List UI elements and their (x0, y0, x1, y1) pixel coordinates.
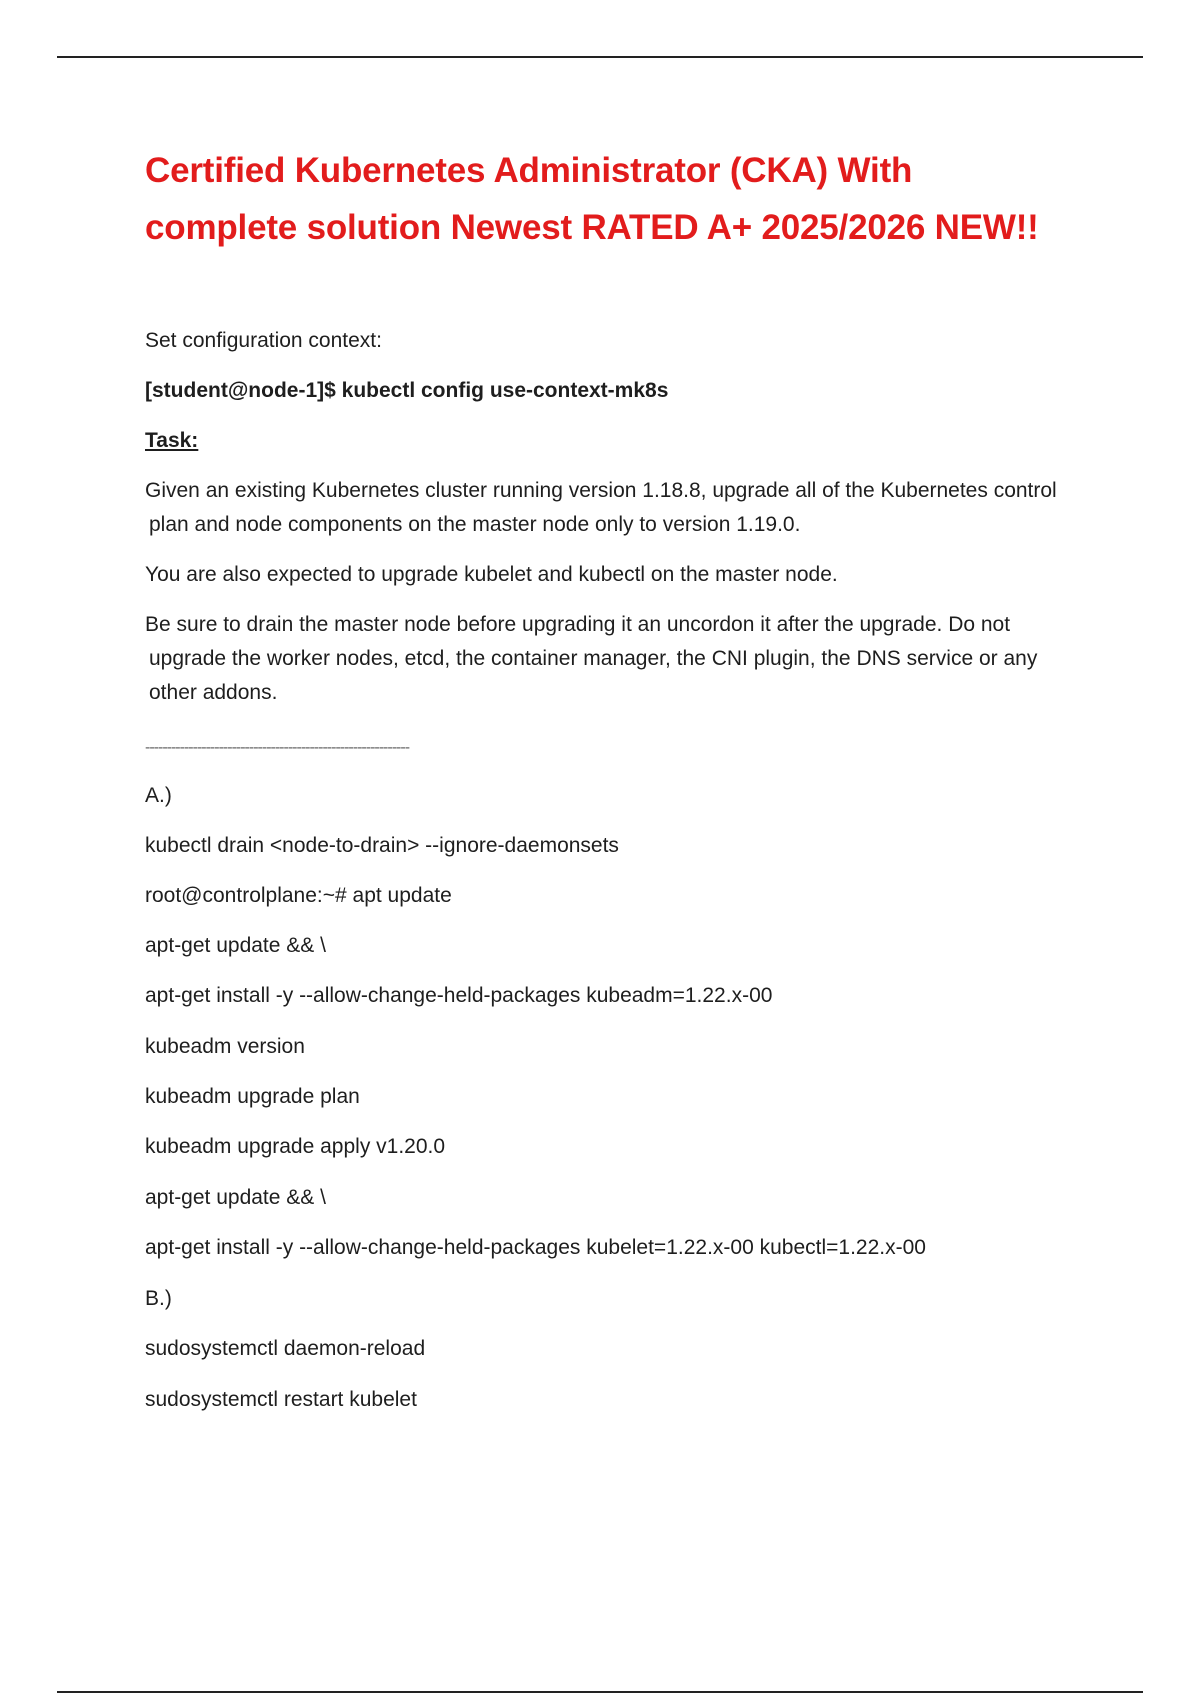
context-command: [student@node-1]$ kubectl config use-context-mk8s (145, 379, 669, 402)
option-a-label: A.) (145, 784, 172, 807)
command-line-8: apt-get update && \ (145, 1186, 326, 1209)
task-paragraph-3-line-3: other addons. (149, 681, 278, 704)
task-paragraph-1-line-2: plan and node components on the master node only to version 1.19.0. (149, 513, 801, 536)
top-rule (57, 56, 1143, 58)
document-title (145, 142, 1125, 256)
task-paragraph-1-line-1: Given an existing Kubernetes cluster running version 1.18.8, upgrade all of the Kubernetes control (145, 479, 1057, 502)
title-line-1: Certified Kubernetes Administrator (CKA) With (145, 151, 913, 190)
command-line-10: sudosystemctl daemon-reload (145, 1337, 426, 1360)
option-b-label: B.) (145, 1287, 172, 1310)
command-line-7: kubeadm upgrade apply v1.20.0 (145, 1135, 446, 1158)
bottom-rule (57, 1691, 1143, 1693)
section-divider: ------------------------------------------------------------- (145, 739, 410, 756)
command-line-5: kubeadm version (145, 1035, 305, 1058)
command-line-11: sudosystemctl restart kubelet (145, 1388, 417, 1411)
command-line-9: apt-get install -y --allow-change-held-packages kubelet=1.22.x-00 kubectl=1.22.x-00 (145, 1236, 926, 1259)
task-paragraph-1 (145, 474, 1057, 542)
command-line-1: kubectl drain <node-to-drain> --ignore-daemonsets (145, 834, 619, 857)
task-paragraph-3-line-2: upgrade the worker nodes, etcd, the container manager, the CNI plugin, the DNS service or any (149, 647, 1038, 670)
command-line-3: apt-get update && \ (145, 934, 326, 957)
command-line-6: kubeadm upgrade plan (145, 1085, 360, 1108)
context-label: Set configuration context: (145, 329, 382, 352)
task-paragraph-3-line-1: Be sure to drain the master node before upgrading it an uncordon it after the upgrade. Do not (145, 613, 1011, 636)
task-paragraph-2: You are also expected to upgrade kubelet and kubectl on the master node. (145, 563, 838, 586)
task-paragraph-3 (145, 608, 1037, 710)
command-line-2: root@controlplane:~# apt update (145, 884, 452, 907)
title-line-2: complete solution Newest RATED A+ 2025/2026 NEW!! (145, 208, 1039, 247)
command-line-4: apt-get install -y --allow-change-held-packages kubeadm=1.22.x-00 (145, 984, 773, 1007)
task-label: Task: (145, 429, 199, 452)
